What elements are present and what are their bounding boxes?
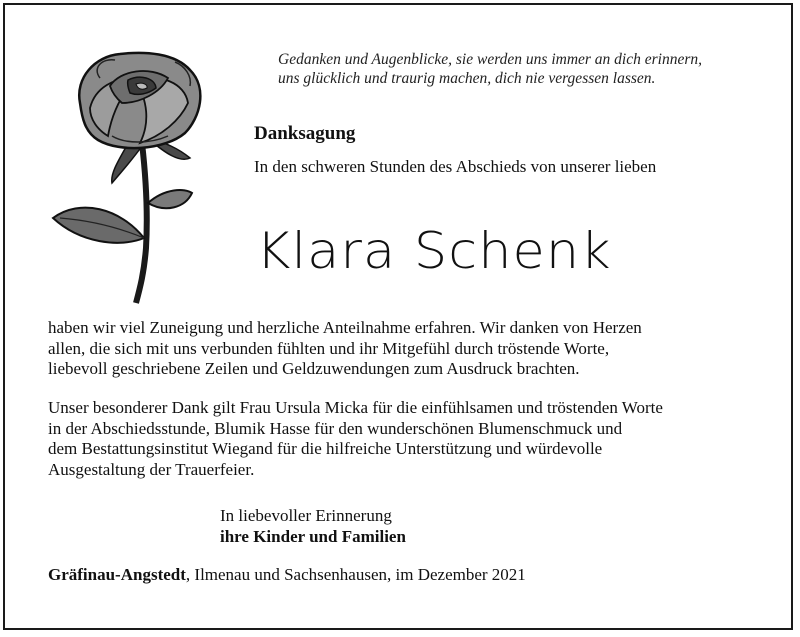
quote-line-2: uns glücklich und traurig machen, dich nie vergessen lassen. — [278, 70, 656, 87]
paragraph-2-line: Ausgestaltung der Trauerfeier. — [48, 459, 255, 479]
place-bold: Gräfinau-Angstedt — [48, 565, 186, 584]
heading-danksagung: Danksagung — [254, 123, 356, 144]
memorial-quote — [278, 50, 778, 88]
place-date — [48, 565, 526, 585]
paragraph-1-line: haben wir viel Zuneigung und herzliche Anteilnahme erfahren. Wir danken von Herzen — [48, 318, 642, 337]
signature-line-1: In liebevoller Erinnerung — [220, 506, 392, 525]
paragraph-2-line: dem Bestattungsinstitut Wiegand für die hilfreiche Unterstützung und würdevolle — [48, 439, 603, 458]
paragraph-1-line: liebevoll geschriebene Zeilen und Geldzuwendungen zum Ausdruck brachten. — [48, 359, 580, 378]
paragraph-1 — [48, 318, 760, 380]
paragraph-2-line: Unser besonderer Dank gilt Frau Ursula Micka für die einfühlsamen und tröstenden Worte — [48, 398, 663, 417]
deceased-name: Klara Schenk — [256, 222, 612, 280]
quote-line-1: Gedanken und Augenblicke, sie werden uns immer an dich erinnern, — [278, 51, 703, 68]
paragraph-2 — [48, 398, 760, 480]
rose-icon — [50, 48, 220, 306]
signature-line-2: ihre Kinder und Familien — [220, 526, 406, 546]
place-rest: , Ilmenau und Sachsenhausen, im Dezember 2021 — [185, 565, 526, 584]
intro-text: In den schweren Stunden des Abschieds von unserer lieben — [254, 157, 657, 176]
paragraph-1-line: allen, die sich mit uns verbunden fühlten und ihr Mitgefühl durch tröstende Worte, — [48, 338, 610, 358]
signature-block — [220, 506, 406, 547]
paragraph-2-line: in der Abschiedsstunde, Blumik Hasse für den wunderschönen Blumenschmuck und — [48, 418, 623, 438]
